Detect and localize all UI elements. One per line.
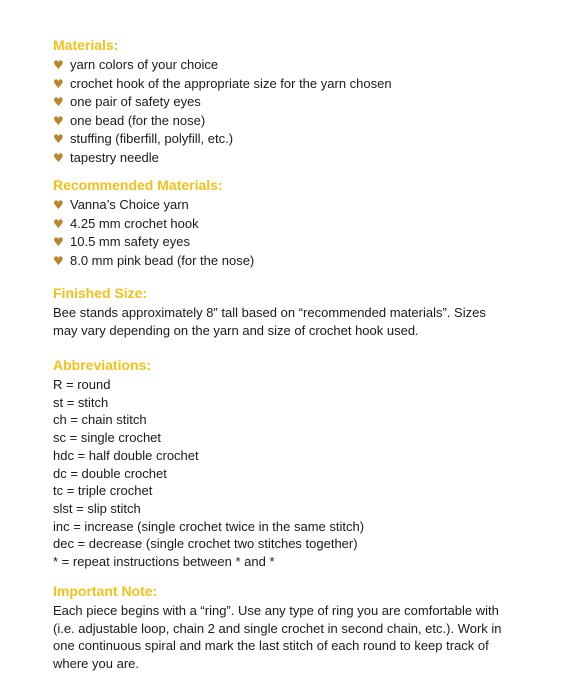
abbreviation-item: dec = decrease (single crochet two stitches together)	[53, 536, 358, 552]
materials-list	[53, 56, 555, 168]
heart-icon: ♥	[53, 132, 64, 147]
finished-size-line: may vary depending on the yarn and size of crochet hook used.	[53, 322, 419, 338]
heart-icon: ♥	[53, 235, 64, 250]
important-note-line: Each piece begins with a “ring”. Use any type of ring you are comfortable with	[53, 603, 499, 618]
heart-icon: ♥	[53, 216, 64, 231]
list-item	[53, 196, 555, 215]
finished-size-section	[53, 285, 555, 339]
abbreviations-section	[53, 357, 555, 571]
important-note-line: (i.e. adjustable loop, chain 2 and single crochet in second chain, etc.). Work in	[53, 620, 502, 636]
abbreviation-item: ch = chain stitch	[53, 412, 147, 428]
list-item-text: 4.25 mm crochet hook	[70, 215, 199, 231]
list-item-text: Vanna’s Choice yarn	[70, 197, 189, 212]
heart-icon: ♥	[53, 113, 64, 128]
abbreviation-item: hdc = half double crochet	[53, 447, 199, 463]
abbreviations-heading: Abbreviations:	[53, 357, 152, 373]
recommended-materials-heading: Recommended Materials:	[53, 177, 223, 193]
list-item	[53, 75, 555, 94]
list-item-text: one bead (for the nose)	[70, 112, 206, 128]
abbreviation-item: * = repeat instructions between * and *	[53, 554, 275, 570]
recommended-materials-section	[53, 177, 555, 270]
heart-icon: ♥	[53, 95, 64, 110]
materials-section	[53, 37, 555, 168]
finished-size-heading: Finished Size:	[53, 285, 148, 301]
list-item	[53, 56, 555, 75]
abbreviation-item: sc = single crochet	[53, 430, 162, 446]
important-note-line: where you are.	[53, 655, 139, 671]
abbreviation-item: R = round	[53, 377, 111, 392]
abbreviation-item: tc = triple crochet	[53, 483, 153, 499]
heart-icon: ♥	[53, 253, 64, 268]
finished-size-text	[53, 304, 555, 339]
heart-icon: ♥	[53, 58, 64, 72]
list-item-text: 8.0 mm pink bead (for the nose)	[70, 252, 255, 268]
list-item	[53, 112, 555, 131]
list-item-text: stuffing (fiberfill, polyfill, etc.)	[70, 131, 234, 147]
important-note-line: one continuous spiral and mark the last stitch of each round to keep track of	[53, 638, 489, 654]
list-item	[53, 252, 555, 271]
important-note-section	[53, 583, 555, 672]
list-item	[53, 149, 555, 168]
important-note-text	[53, 602, 555, 672]
finished-size-line: Bee stands approximately 8” tall based on “recommended materials”. Sizes	[53, 305, 486, 320]
list-item-text: 10.5 mm safety eyes	[70, 234, 190, 250]
list-item-text: crochet hook of the appropriate size for the yarn chosen	[70, 75, 392, 91]
list-item-text: one pair of safety eyes	[70, 94, 201, 110]
list-item	[53, 215, 555, 234]
list-item-text: tapestry needle	[70, 149, 159, 165]
heart-icon: ♥	[53, 76, 64, 91]
list-item	[53, 130, 555, 149]
list-item	[53, 93, 555, 112]
abbreviation-item: st = stitch	[53, 394, 109, 410]
important-note-heading: Important Note:	[53, 583, 158, 599]
list-item-text: yarn colors of your choice	[70, 57, 219, 72]
abbreviation-item: inc = increase (single crochet twice in the same stitch)	[53, 518, 365, 534]
abbreviation-item: slst = slip stitch	[53, 500, 141, 516]
heart-icon: ♥	[53, 150, 64, 165]
heart-icon: ♥	[53, 198, 64, 212]
list-item	[53, 233, 555, 252]
abbreviations-list	[53, 376, 555, 571]
materials-heading: Materials:	[53, 37, 119, 53]
abbreviation-item: dc = double crochet	[53, 465, 167, 481]
recommended-materials-list	[53, 196, 555, 270]
